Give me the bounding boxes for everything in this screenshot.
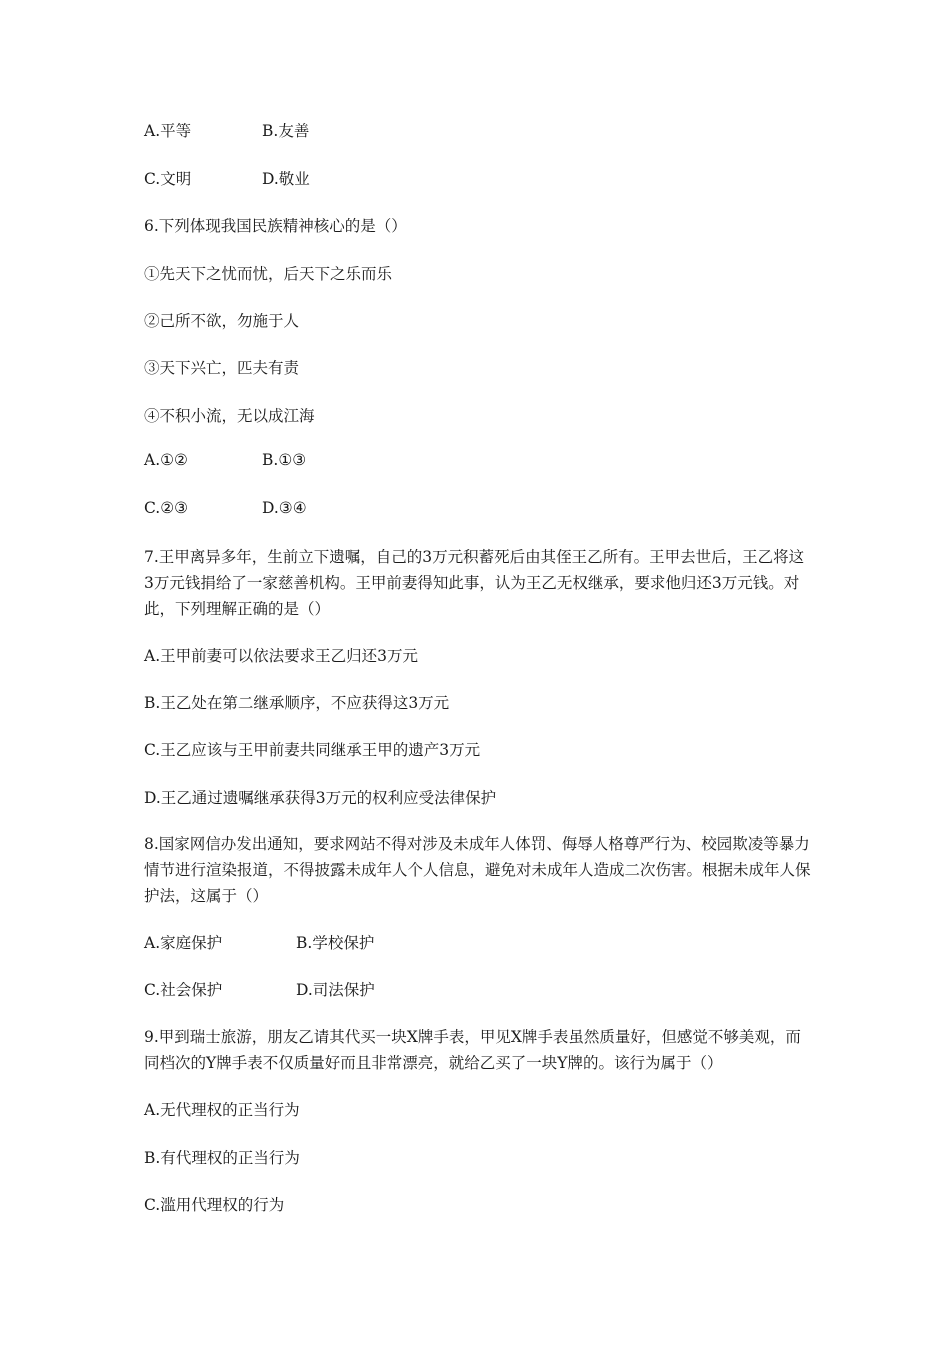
q8-option-a: A.家庭保护: [144, 934, 223, 952]
q6-item-4: ④不积小流，无以成江海: [144, 407, 315, 425]
q6-option-b: B.①③: [262, 451, 307, 469]
q7-option-c: C.王乙应该与王甲前妻共同继承王甲的遗产3万元: [144, 741, 481, 759]
q7-stem: 7.王甲离异多年，生前立下遗嘱，自己的3万元积蓄死后由其侄王乙所有。王甲去世后，王乙将这3万元钱捐给了一家慈善机构。王甲前妻得知此事，认为王乙无权继承，要求他归还3万元钱。对此，下列理解正确的是（）: [144, 548, 805, 618]
q5-option-d: D.敬业: [262, 170, 310, 188]
q7-option-d: D.王乙通过遗嘱继承获得3万元的权利应受法律保护: [144, 789, 497, 807]
q9-option-b: B.有代理权的正当行为: [144, 1149, 300, 1167]
q5-option-a: A.平等: [144, 122, 192, 140]
q5-option-c: C.文明: [144, 170, 192, 188]
q7-option-b: B.王乙处在第二继承顺序，不应获得这3万元: [144, 694, 450, 712]
q8-option-c: C.社会保护: [144, 981, 223, 999]
q6-stem: 6.下列体现我国民族精神核心的是（）: [144, 217, 407, 235]
q9-stem: 9.甲到瑞士旅游，朋友乙请其代买一块X牌手表，甲见X牌手表虽然质量好，但感觉不够美观，而同档次的Y牌手表不仅质量好而且非常漂亮，就给乙买了一块Y牌的。该行为属于（）: [144, 1028, 801, 1072]
q7-option-a: A.王甲前妻可以依法要求王乙归还3万元: [144, 647, 418, 665]
q5-option-b: B.友善: [262, 122, 310, 140]
q8-option-d: D.司法保护: [296, 981, 375, 999]
q6-item-3: ③天下兴亡，匹夫有责: [144, 359, 300, 377]
q9-option-a: A.无代理权的正当行为: [144, 1101, 300, 1119]
q6-option-c: C.②③: [144, 499, 189, 517]
q6-item-2: ②己所不欲，勿施于人: [144, 312, 300, 330]
q6-item-1: ①先天下之忧而忧，后天下之乐而乐: [144, 265, 393, 283]
q8-option-b: B.学校保护: [296, 934, 375, 952]
q6-option-a: A.①②: [144, 451, 188, 469]
q9-option-c: C.滥用代理权的行为: [144, 1196, 285, 1214]
q8-stem: 8.国家网信办发出通知，要求网站不得对涉及未成年人体罚、侮辱人格尊严行为、校园欺凌等暴力情节进行渲染报道，不得披露未成年人个人信息，避免对未成年人造成二次伤害。根据未成年人保护法，这属于（）: [144, 835, 811, 905]
q6-option-d: D.③④: [262, 499, 307, 517]
